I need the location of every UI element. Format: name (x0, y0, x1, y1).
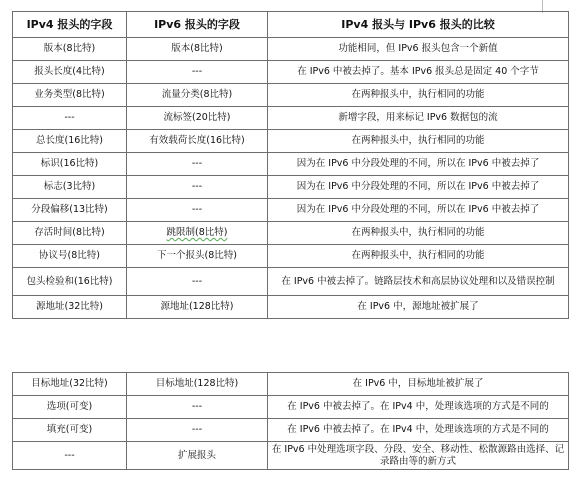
ipv4-field-cell: 填充(可变) (13, 419, 127, 442)
table-row (13, 442, 569, 470)
table-row (13, 176, 569, 199)
table-row (13, 61, 569, 84)
ipv6-field-cell: 扩展报头 (127, 442, 268, 470)
comparison-cell: 在两种报头中，执行相同的功能 (268, 245, 569, 268)
table-row (13, 373, 569, 396)
ipv4-field-cell: 分段偏移(13比特) (13, 199, 127, 222)
comparison-cell: 因为在 IPv6 中分段处理的不同，所以在 IPv6 中被去掉了 (268, 176, 569, 199)
column-header-ipv4: IPv4 报头的字段 (13, 12, 127, 38)
column-header-comparison: IPv4 报头与 IPv6 报头的比较 (268, 12, 569, 38)
table-row (13, 245, 569, 268)
ipv6-field-cell: 目标地址(128比特) (127, 373, 268, 396)
ipv6-field-cell: 流标签(20比特) (127, 107, 268, 130)
header-field-comparison-table-continued (12, 372, 569, 470)
ipv4-field-cell: 选项(可变) (13, 396, 127, 419)
comparison-cell: 在两种报头中，执行相同的功能 (268, 84, 569, 107)
ipv4-field-cell: 报头长度(4比特) (13, 61, 127, 84)
ipv6-field-cell: 下一个报头(8比特) (127, 245, 268, 268)
comparison-cell: 在 IPv6 中被去掉了。在 IPv4 中，处理该选项的方式是不同的 (268, 419, 569, 442)
ipv6-field-cell: --- (127, 61, 268, 84)
comparison-cell: 因为在 IPv6 中分段处理的不同，所以在 IPv6 中被去掉了 (268, 199, 569, 222)
ipv6-field-cell: 有效载荷长度(16比特) (127, 130, 268, 153)
ipv6-field-cell: --- (127, 268, 268, 296)
table-row (13, 396, 569, 419)
ipv4-field-cell: --- (13, 107, 127, 130)
ipv6-field-cell: --- (127, 153, 268, 176)
ipv4-field-cell: 协议号(8比特) (13, 245, 127, 268)
table-row (13, 199, 569, 222)
ipv4-field-cell: 标志(3比特) (13, 176, 127, 199)
comparison-cell: 在两种报头中，执行相同的功能 (268, 222, 569, 245)
ipv4-field-cell: 业务类型(8比特) (13, 84, 127, 107)
column-header-ipv6: IPv6 报头的字段 (127, 12, 268, 38)
comparison-cell: 功能相同，但 IPv6 报头包含一个新值 (268, 38, 569, 61)
table-row (13, 38, 569, 61)
table-row (13, 222, 569, 245)
table-row (13, 296, 569, 319)
comparison-cell: 在 IPv6 中被去掉了。链路层技术和高层协议处理和以及错误控制 (268, 268, 569, 296)
comparison-cell: 因为在 IPv6 中分段处理的不同，所以在 IPv6 中被去掉了 (268, 153, 569, 176)
table-row (13, 84, 569, 107)
table-row (13, 107, 569, 130)
ipv4-field-cell: 版本(8比特) (13, 38, 127, 61)
ipv6-field-cell: --- (127, 396, 268, 419)
ipv6-field-cell: 版本(8比特) (127, 38, 268, 61)
comparison-cell: 在 IPv6 中，目标地址被扩展了 (268, 373, 569, 396)
ipv6-field-cell: 流量分类(8比特) (127, 84, 268, 107)
table-row (13, 153, 569, 176)
comparison-cell: 新增字段，用来标记 IPv6 数据包的流 (268, 107, 569, 130)
ipv6-field-cell: --- (127, 199, 268, 222)
table-header-row (13, 12, 569, 38)
header-field-comparison-table (12, 11, 569, 319)
ipv6-field-cell: --- (127, 419, 268, 442)
comparison-cell: 在 IPv6 中被去掉了。在 IPv4 中，处理该选项的方式是不同的 (268, 396, 569, 419)
table-row (13, 130, 569, 153)
comparison-cell: 在 IPv6 中，源地址被扩展了 (268, 296, 569, 319)
comparison-cell: 在 IPv6 中处理选项字段、分段、安全、移动性、松散源路由选择、记录路由等的新方式 (268, 442, 569, 470)
ipv6-field-cell (127, 222, 268, 245)
ipv4-field-cell: 存活时间(8比特) (13, 222, 127, 245)
ipv6-field-cell: --- (127, 176, 268, 199)
comparison-cell: 在 IPv6 中被去掉了。基本 IPv6 报头总是固定 40 个字节 (268, 61, 569, 84)
ipv6-field-cell: 源地址(128比特) (127, 296, 268, 319)
table-row (13, 419, 569, 442)
ipv4-field-cell: --- (13, 442, 127, 470)
ipv6-field-text: 跳限制(8比特) (166, 227, 228, 238)
ipv4-field-cell: 标识(16比特) (13, 153, 127, 176)
ipv4-field-cell: 包头检验和(16比特) (13, 268, 127, 296)
comparison-cell: 在两种报头中，执行相同的功能 (268, 130, 569, 153)
ipv4-field-cell: 源地址(32比特) (13, 296, 127, 319)
ipv4-field-cell: 总长度(16比特) (13, 130, 127, 153)
table-row (13, 268, 569, 296)
ipv4-field-cell: 目标地址(32比特) (13, 373, 127, 396)
